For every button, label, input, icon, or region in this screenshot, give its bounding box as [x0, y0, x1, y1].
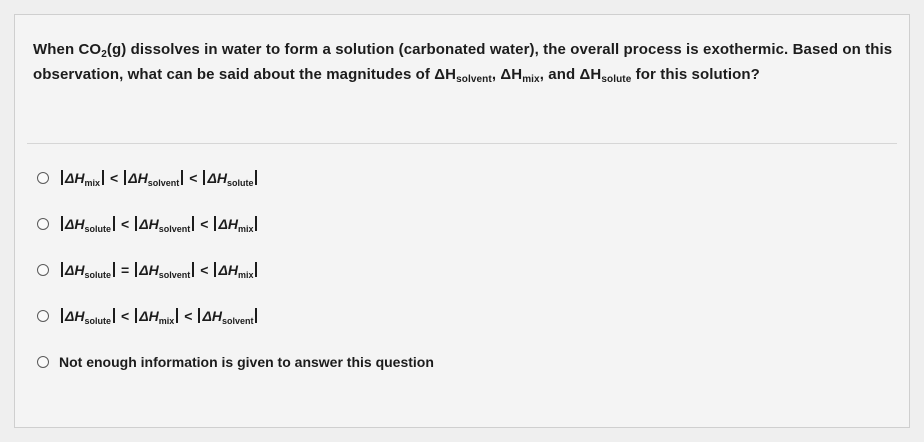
abs-bar: [198, 308, 200, 323]
subscript-solute: solute: [601, 74, 632, 85]
answer-options: [37, 155, 434, 385]
operator: =: [121, 262, 130, 278]
abs-bar: [113, 216, 115, 231]
abs-bar: [255, 216, 257, 231]
operator: <: [184, 308, 193, 324]
radio-button[interactable]: [37, 356, 49, 368]
question-segment: for this solution?: [631, 66, 760, 83]
term-mix: $\Delta H_{mix}$: [65, 170, 101, 188]
subscript-solvent: solvent: [456, 74, 492, 85]
abs-bar: [214, 216, 216, 231]
abs-bar: [192, 262, 194, 277]
subscript-mix: mix: [522, 74, 540, 85]
operator: <: [200, 262, 209, 278]
abs-bar: [192, 216, 194, 231]
abs-bar: [135, 308, 137, 323]
abs-bar: [61, 216, 63, 231]
term-mix: $\Delta H_{mix}$: [218, 262, 254, 280]
abs-bar: [102, 170, 104, 185]
answer-option-4[interactable]: [37, 293, 434, 339]
abs-bar: [255, 308, 257, 323]
term-solvent: $\Delta H_{solvent}$: [202, 308, 254, 326]
abs-bar: [61, 308, 63, 323]
question-panel: [14, 14, 910, 428]
answer-option-3[interactable]: [37, 247, 434, 293]
question-segment: , and ΔH: [539, 66, 602, 83]
term-mix: $\Delta H_{mix}$: [139, 308, 175, 326]
radio-button[interactable]: [37, 218, 49, 230]
term-solvent: $\Delta H_{solvent}$: [139, 216, 191, 234]
option-label: [59, 308, 259, 324]
abs-bar: [176, 308, 178, 323]
term-solute: $\Delta H_{solute}$: [207, 170, 254, 188]
term-solvent: $\Delta H_{solvent}$: [139, 262, 191, 280]
question-segment: (g) dissolves in water to form a solution (carbonated water), the overall process is exothermic. Based on this observation, what can be said about the magnitudes of ΔH: [33, 41, 893, 83]
abs-bar: [255, 262, 257, 277]
abs-bar: [214, 262, 216, 277]
abs-bar: [113, 308, 115, 323]
question-segment: , ΔH: [491, 66, 523, 83]
abs-bar: [61, 262, 63, 277]
option-label: [59, 216, 259, 232]
answer-option-1[interactable]: [37, 155, 434, 201]
operator: <: [189, 170, 198, 186]
option-label: [59, 262, 259, 278]
abs-bar: [113, 262, 115, 277]
answer-option-5[interactable]: [37, 339, 434, 385]
option-label: [59, 170, 259, 186]
term-solute: $\Delta H_{solute}$: [65, 216, 112, 234]
abs-bar: [124, 170, 126, 185]
term-solute: $\Delta H_{solute}$: [65, 262, 112, 280]
operator: <: [110, 170, 119, 186]
term-solvent: $\Delta H_{solvent}$: [128, 170, 180, 188]
operator: <: [121, 308, 130, 324]
abs-bar: [61, 170, 63, 185]
answer-option-2[interactable]: [37, 201, 434, 247]
abs-bar: [135, 262, 137, 277]
abs-bar: [255, 170, 257, 185]
abs-bar: [181, 170, 183, 185]
operator: <: [121, 216, 130, 232]
question-segment: When CO: [33, 41, 102, 58]
question-text: [33, 37, 893, 87]
subscript-2: 2: [101, 49, 107, 60]
divider: [27, 143, 897, 144]
abs-bar: [135, 216, 137, 231]
radio-button[interactable]: [37, 264, 49, 276]
term-solute: $\Delta H_{solute}$: [65, 308, 112, 326]
operator: <: [200, 216, 209, 232]
radio-button[interactable]: [37, 310, 49, 322]
abs-bar: [203, 170, 205, 185]
radio-button[interactable]: [37, 172, 49, 184]
term-mix: $\Delta H_{mix}$: [218, 216, 254, 234]
option-label: Not enough information is given to answer this question: [59, 354, 434, 370]
